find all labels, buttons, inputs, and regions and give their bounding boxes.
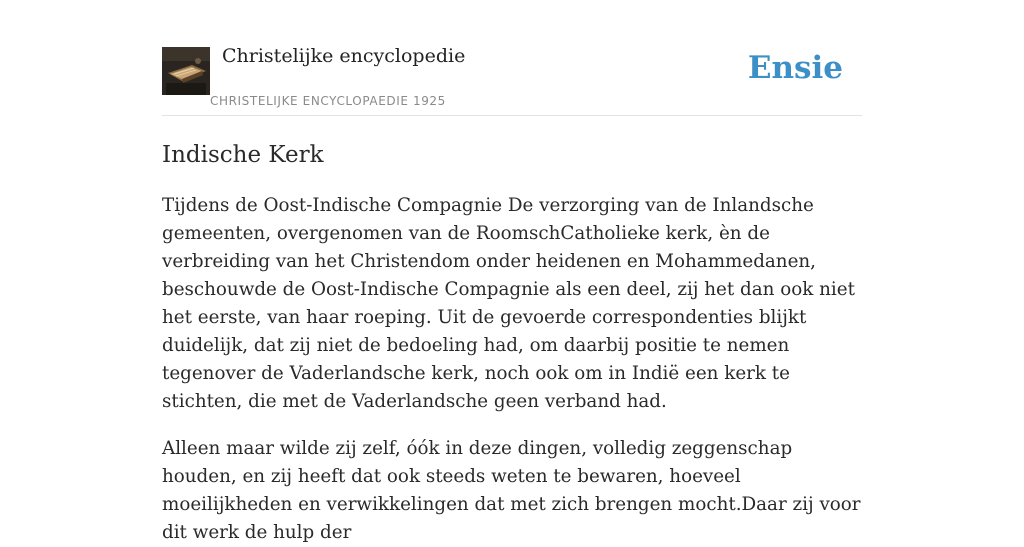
encyclopedia-avatar[interactable] xyxy=(162,47,210,95)
site-subtitle: CHRISTELIJKE ENCYCLOPAEDIE 1925 xyxy=(210,94,446,108)
article-paragraph: Tijdens de Oost-Indische Compagnie De verzorging van de Inlandsche gemeenten, overgenomen van de RoomschCatholieke kerk, èn de verbreiding van het Christendom onder heidenen en Mohammedanen, beschouwde de Oost-Indische Compagnie als een deel, zij het dan ook niet het eerste, van haar roeping. Uit de gevoerde correspondenties blijkt duidelijk, dat zij niet de bedoeling had, om daarbij positie te nemen tegenover de Vaderlandsche kerk, noch ook om in Indië een kerk te stichten, die met de Vaderlandsche geen verband had. xyxy=(162,195,855,412)
site-title[interactable]: Christelijke encyclopedie xyxy=(222,45,466,67)
article-body xyxy=(162,192,862,547)
article-paragraph: Alleen maar wilde zij zelf, óók in deze dingen, volledig zeggenschap houden, en zij heeft dat ook steeds weten te bewaren, hoeveel moeilijkheden en verwikkelingen dat met zich brengen mocht.Daar zij voor dit werk de hulp der xyxy=(162,438,861,543)
page xyxy=(162,0,862,547)
book-image-icon xyxy=(162,47,210,95)
site-header xyxy=(162,0,862,116)
article-title: Indische Kerk xyxy=(162,142,324,168)
brand-logo-link[interactable]: Ensie xyxy=(747,50,843,86)
